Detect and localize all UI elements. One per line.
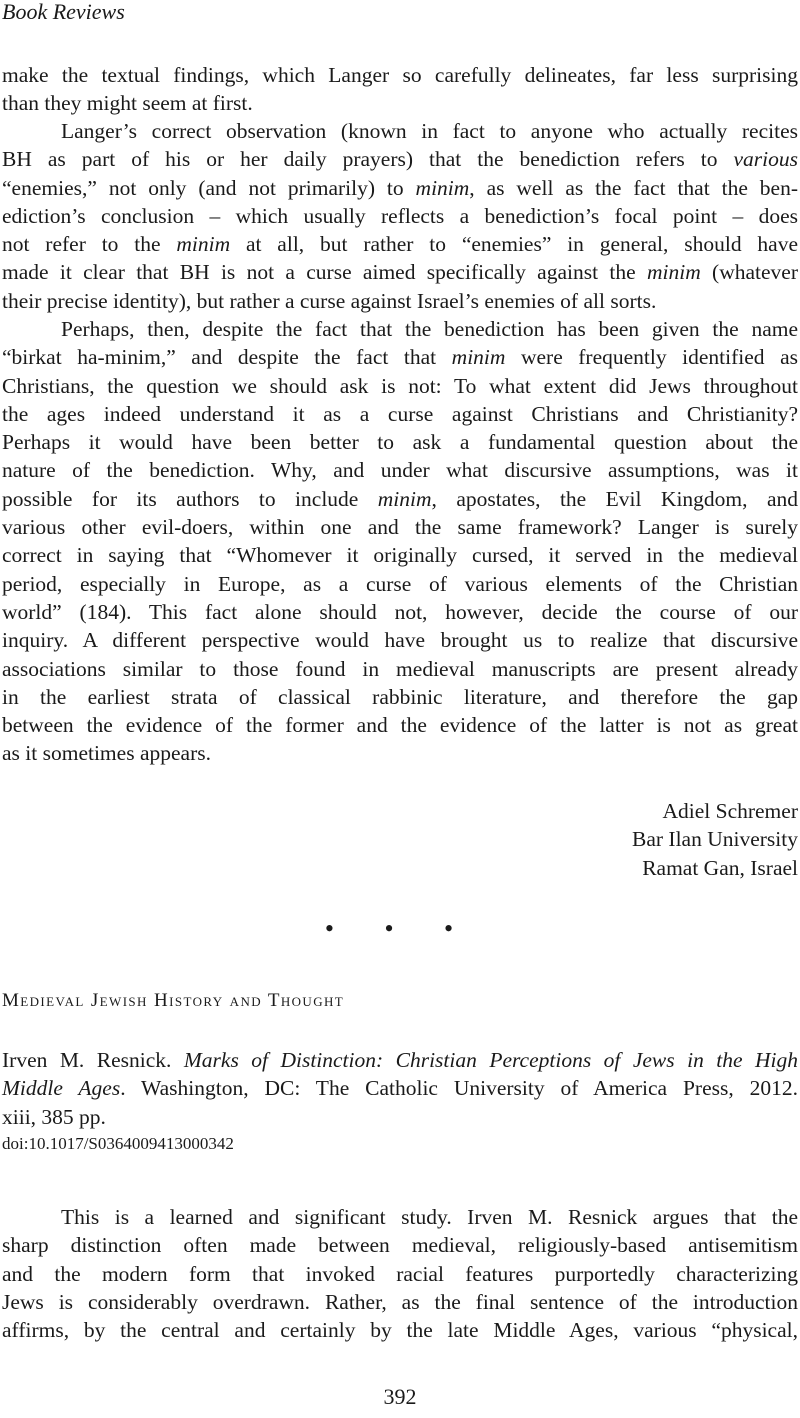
- text-line: possible for its authors to include minim, apostates, the Evil Kingdom, and: [2, 486, 799, 511]
- citation-line: Irven M. Resnick. Marks of Distinction: Christian Perceptions of Jews in the High: [2, 1048, 798, 1072]
- text-line: Langer’s correct observation (known in fact to anyone who actually recites: [61, 119, 798, 143]
- text-line: sharp distinction often made between medieval, religiously-based antisemitism: [2, 1233, 798, 1258]
- running-head: Book Reviews: [2, 0, 125, 24]
- text-line: inquiry. A different perspective would have brought us to realize that discursive: [2, 628, 798, 653]
- book-citation: [2, 1046, 798, 1131]
- italic-term: minim: [646, 260, 701, 285]
- book-title: Middle Ages: [2, 1076, 121, 1101]
- reviewer-name: Adiel Schremer: [662, 799, 798, 823]
- section-separator: • • •: [324, 914, 476, 943]
- text-line: between the evidence of the former and the evidence of the latter is not as great: [2, 713, 798, 738]
- text-line: “enemies,” not only (and not primarily) to minim, as well as the fact that the ben-: [2, 175, 798, 200]
- review-paragraph: [2, 1203, 798, 1344]
- text-line: make the textual findings, which Langer so carefully delineates, far less surprising: [2, 63, 798, 87]
- section-heading: Medieval Jewish History and Thought: [2, 990, 345, 1011]
- text-line: This is a learned and significant study. Irven M. Resnick argues that the: [61, 1205, 798, 1229]
- text-line: affirms, by the central and certainly by the late Middle Ages, various “physical,: [2, 1318, 798, 1343]
- paragraph-observation: [2, 117, 798, 315]
- text-line: not refer to the minim at all, but rather to “enemies” in general, should have: [2, 232, 798, 257]
- reviewer-signature: [632, 797, 798, 882]
- text-line: Perhaps, then, despite the fact that the benediction has been given the name: [61, 317, 798, 341]
- citation-line: xiii, 385 pp.: [2, 1104, 106, 1129]
- italic-term: minim: [451, 345, 506, 370]
- italic-term: minim: [176, 232, 231, 257]
- italic-term: minim: [377, 486, 432, 511]
- text-line: period, especially in Europe, as a curse of various elements of the Christian: [2, 571, 798, 596]
- paragraph-continuation: [2, 61, 798, 118]
- page-number: 392: [383, 1384, 417, 1409]
- text-line: BH as part of his or her daily prayers) that the benediction refers to various: [2, 147, 798, 172]
- text-line: Perhaps it would have been better to ask a fundamental question about the: [2, 430, 798, 455]
- italic-term: various: [733, 147, 798, 172]
- text-line: Jews is considerably overdrawn. Rather, as the final sentence of the introduction: [2, 1289, 798, 1314]
- text-line: than they might seem at first.: [2, 91, 253, 116]
- reviewer-institution: Bar Ilan University: [632, 827, 798, 852]
- text-line: correct in saying that “Whomever it originally cursed, it served in the medieval: [2, 543, 798, 568]
- text-line: world” (184). This fact alone should not, however, decide the course of our: [2, 599, 798, 624]
- text-line: the ages indeed understand it as a curse against Christians and Christianity?: [2, 401, 798, 426]
- text-line: nature of the benediction. Why, and under what discursive assumptions, was it: [2, 458, 798, 483]
- doi: doi:10.1017/S0364009413000342: [2, 1134, 234, 1153]
- book-title: Marks of Distinction: Christian Perceptions of Jews in the High: [183, 1048, 798, 1072]
- text-line: Christians, the question we should ask is not: To what extent did Jews throughout: [2, 373, 798, 398]
- italic-term: minim: [415, 175, 470, 200]
- text-line: made it clear that BH is not a curse aimed specifically against the minim (whatever: [2, 260, 798, 285]
- text-line: associations similar to those found in medieval manuscripts are present already: [2, 656, 798, 681]
- text-line: in the earliest strata of classical rabbinic literature, and therefore the gap: [2, 684, 798, 709]
- paragraph-perhaps: [2, 315, 798, 768]
- text-line: “birkat ha-minim,” and despite the fact that minim were frequently identified as: [2, 345, 799, 370]
- text-line: various other evil-doers, within one and the same framework? Langer is surely: [2, 515, 798, 540]
- text-line: ediction’s conclusion – which usually reflects a benediction’s focal point – does: [2, 203, 798, 228]
- text-line: their precise identity), but rather a curse against Israel’s enemies of all sorts.: [2, 288, 657, 313]
- text-line: as it sometimes appears.: [2, 741, 211, 766]
- text-line: and the modern form that invoked racial features purportedly characterizing: [2, 1261, 798, 1286]
- citation-line: Middle Ages. Washington, DC: The Catholic University of America Press, 2012.: [2, 1076, 798, 1101]
- reviewer-location: Ramat Gan, Israel: [642, 855, 798, 880]
